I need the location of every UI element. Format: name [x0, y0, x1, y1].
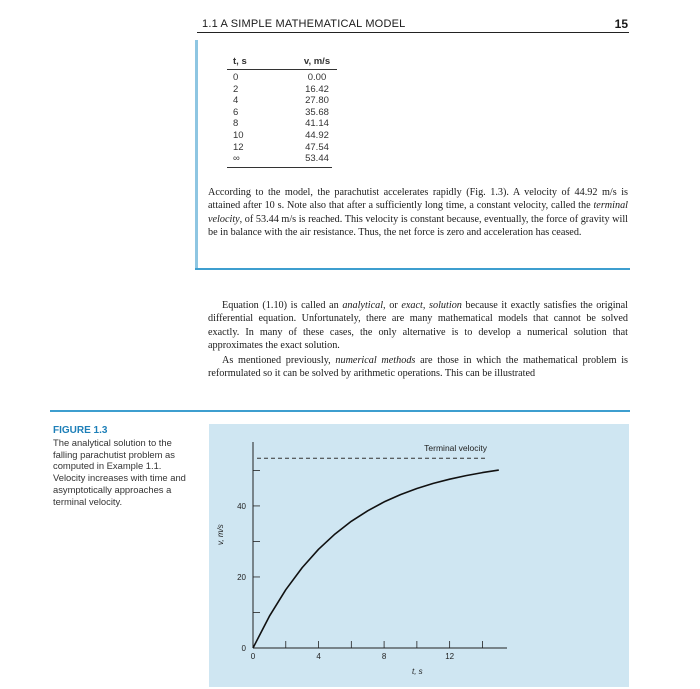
paragraph-analytical-solution: Equation (1.10) is called an analytical, or exact, solution because it exactly satisfies the original differential equation. Unfortunately, there are many mathematical models that cannot be solved exactly. In many of these cases, the only alternative is to develop a numerical solution that approximates the exact solution. [208, 300, 628, 352]
table-cell-time: 0 [233, 72, 239, 83]
velocity-curve [253, 470, 499, 648]
table-cell-velocity: 44.92 [305, 129, 329, 141]
paragraph-terminal-velocity: According to the model, the parachutist accelerates rapidly (Fig. 1.3). A velocity of 44.92 m/s is attained after 10 s. Note also that after a sufficiently long time, a constant velocity, called the terminal velocity, of 53.44 m/s is reached. This velocity is constant because, eventually, the force of gravity will be in balance with the air resistance. Thus, the net force is zero and acceleration has ceased. [208, 187, 628, 239]
table-cell-time: 8 [233, 118, 239, 130]
x-tick-label: 4 [316, 652, 321, 661]
table-col-header: t, s [227, 56, 297, 70]
table-bottom-rule [227, 167, 332, 168]
table-row [227, 142, 337, 154]
velocity-chart [209, 424, 629, 687]
table-row [227, 118, 337, 130]
table-cell-time: 4 [233, 95, 239, 107]
table-cell-velocity: 35.68 [305, 106, 329, 118]
y-axis-label: v, m/s [216, 524, 225, 545]
terminal-velocity-annotation: Terminal velocity [424, 443, 487, 454]
table-cell-velocity: 0.00 [307, 72, 327, 83]
table-cell-velocity: 16.42 [305, 83, 329, 95]
paragraph-numerical-methods: As mentioned previously, numerical methods are those in which the mathematical problem is reformulated so it can be solved by arithmetic operations. This can be illustrated [208, 355, 629, 380]
y-tick-label: 20 [237, 572, 246, 582]
table-cell-velocity: 47.54 [305, 141, 329, 153]
table-cell-time: 12 [233, 141, 244, 153]
table-cell-velocity: 53.44 [305, 153, 329, 165]
table-cell-velocity: 27.80 [305, 95, 329, 107]
x-axis-label: t, s [412, 667, 423, 676]
figure-rule [50, 410, 630, 412]
table-row [227, 130, 337, 142]
x-tick-label: 8 [381, 652, 387, 661]
header-rule [197, 32, 629, 33]
table-header-row [227, 56, 337, 70]
velocity-table [227, 56, 337, 165]
table-cell-velocity: 41.14 [305, 118, 329, 130]
table-row [227, 107, 337, 119]
figure-caption: The analytical solution to the falling parachutist problem as computed in Example 1.1. Velocity increases with time and asymptotically approaches a terminal velocity. [53, 437, 186, 507]
x-tick-label: 12 [445, 652, 455, 661]
x-tick-label: 0 [250, 652, 256, 661]
table-cell-time: 10 [233, 129, 244, 141]
table-cell-time: 6 [233, 106, 239, 118]
table-row [227, 153, 337, 165]
table-row [227, 95, 337, 107]
table-cell-time: ∞ [233, 153, 240, 165]
figure-label: FIGURE 1.3 [53, 425, 108, 436]
page-number: 15 [614, 17, 628, 31]
y-tick-label: 0 [241, 644, 246, 653]
y-tick-label: 40 [237, 501, 246, 511]
section-header-title: 1.1 A SIMPLE MATHEMATICAL MODEL [202, 18, 406, 30]
example-end-rule [195, 268, 630, 270]
table-cell-time: 2 [233, 83, 239, 95]
table-row [227, 70, 337, 84]
example-side-bar [195, 40, 198, 269]
table-row [227, 84, 337, 96]
table-col-header: v, m/s [297, 56, 337, 70]
